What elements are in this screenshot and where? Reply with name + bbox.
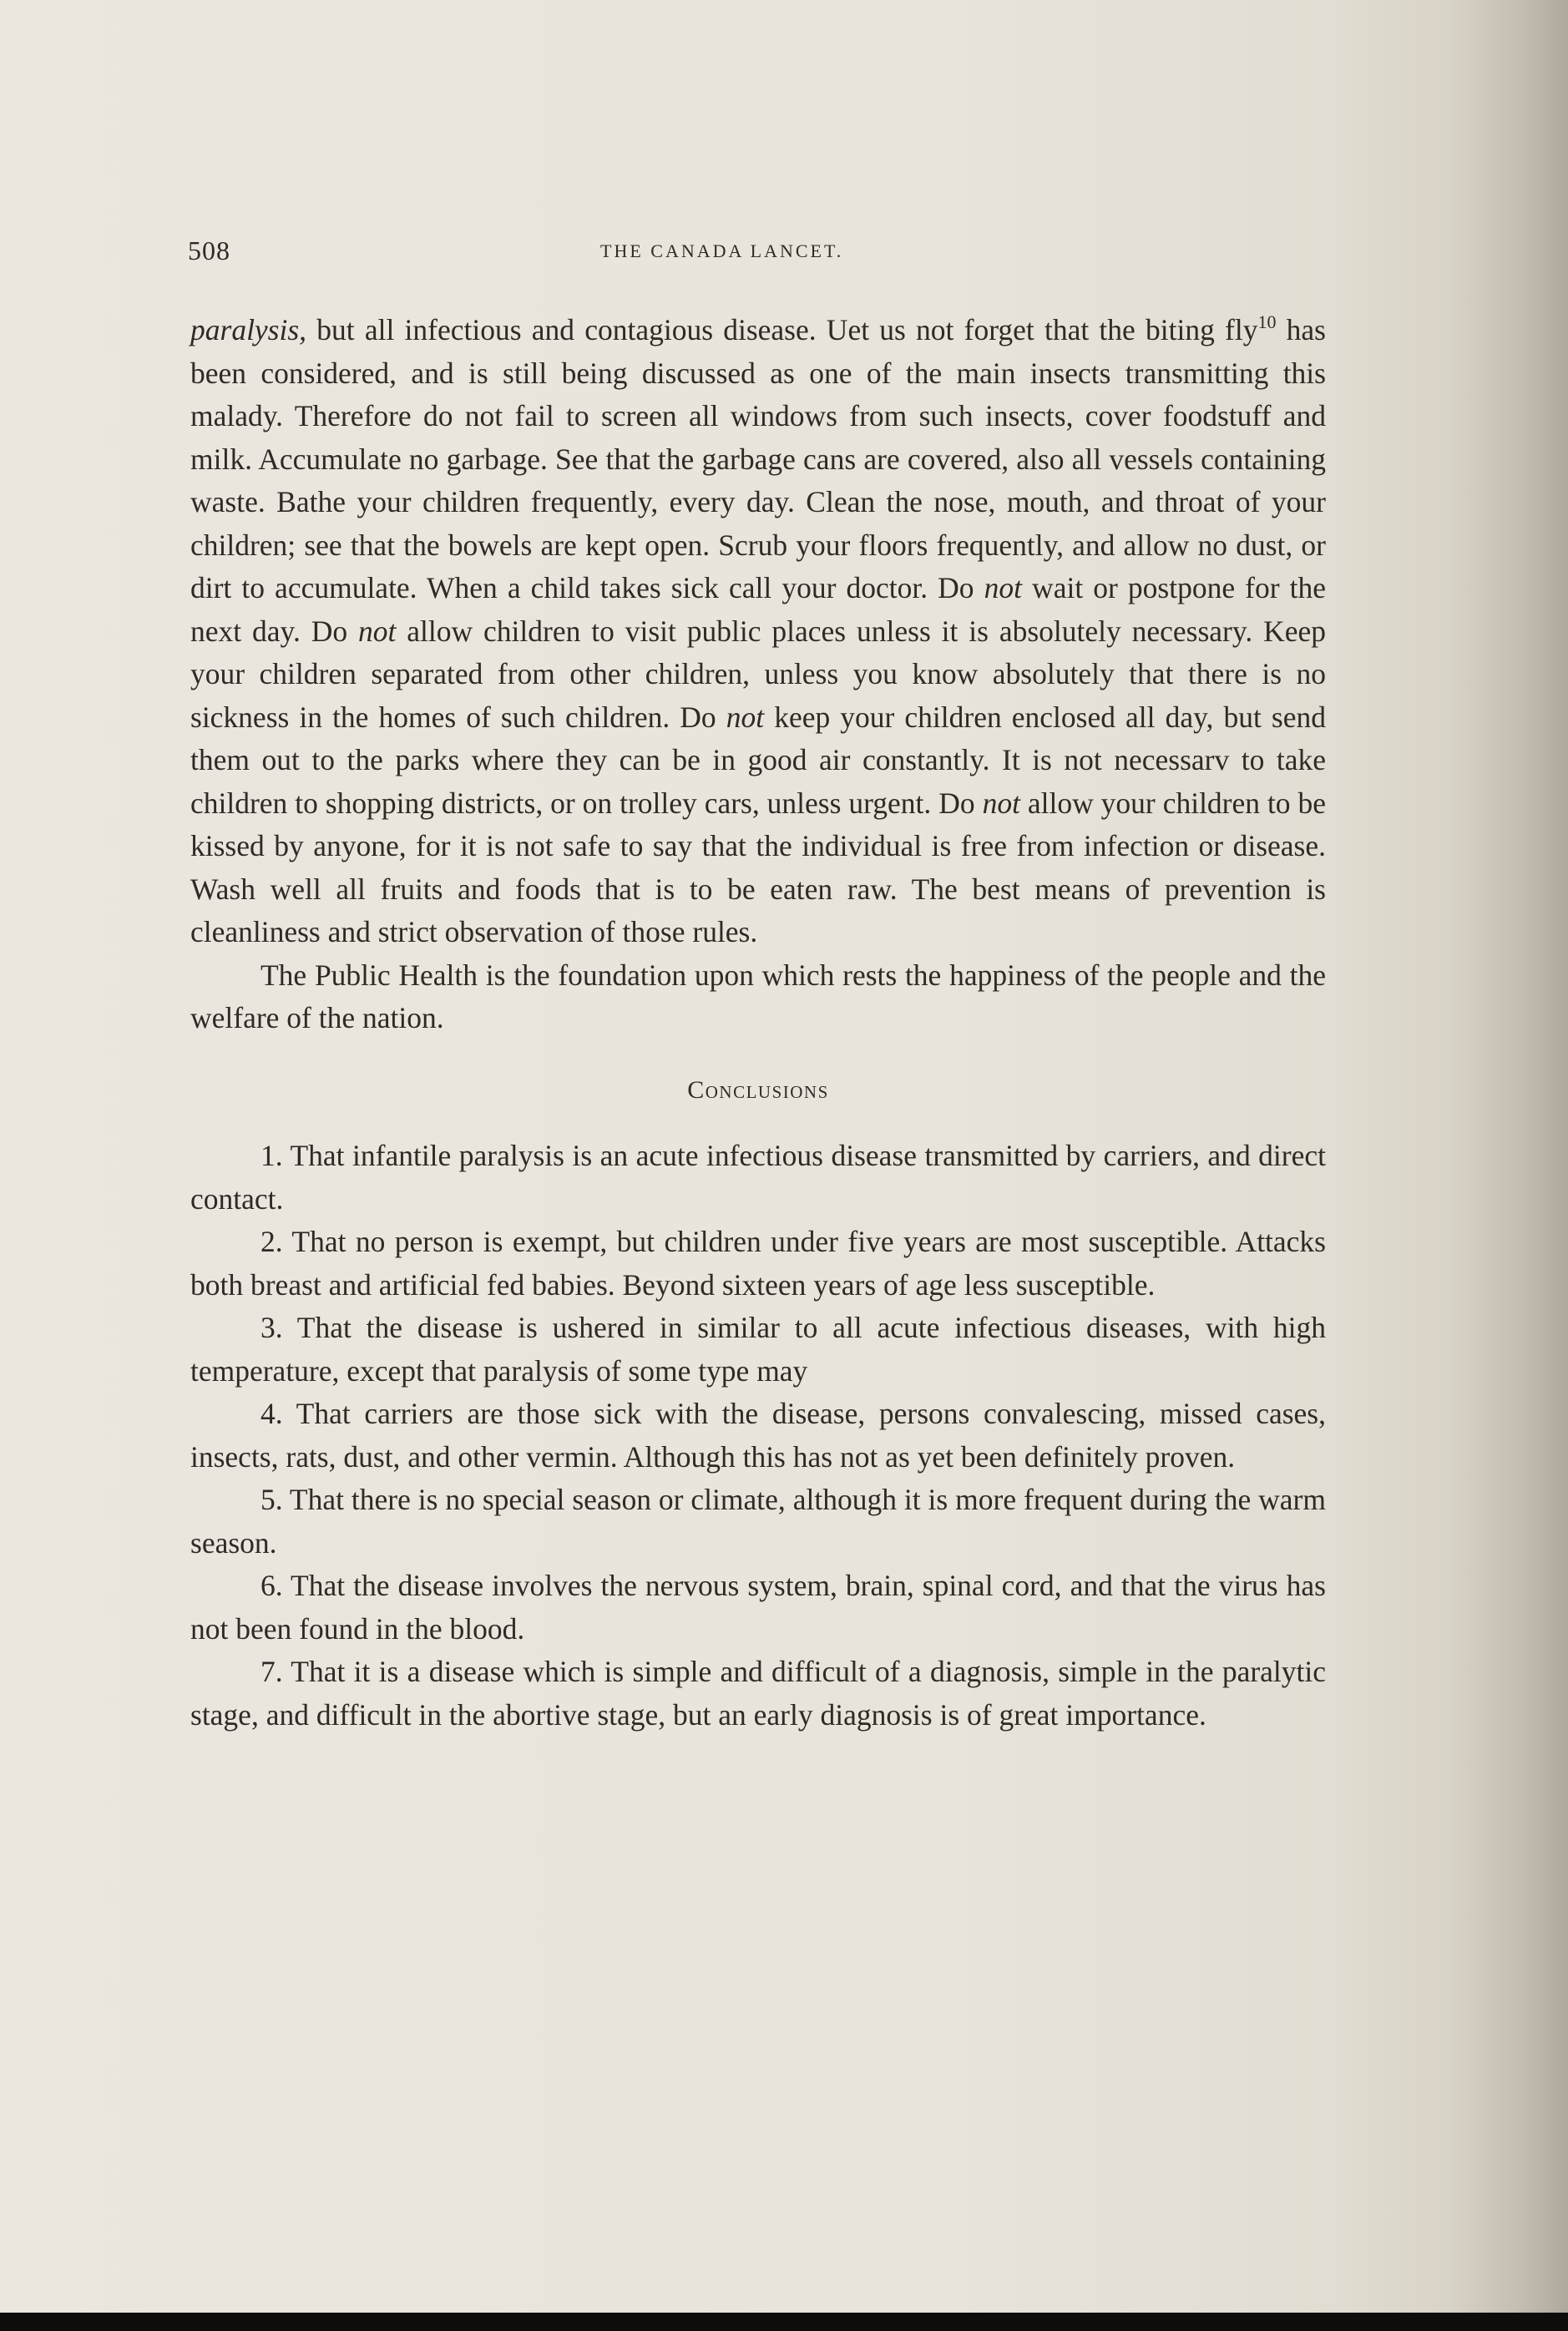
conclusion-item: 5. That there is no special season or climate, although it is more frequent during the warm season.: [190, 1483, 1326, 1560]
conclusion-item: 2. That no person is exempt, but children under five years are most susceptible. Attacks both breast and artificial fed babies. Beyond sixteen years of age less susceptible.: [190, 1225, 1326, 1302]
conclusion-item: 4. That carriers are those sick with the disease, persons convalescing, missed cases, insects, rats, dust, and other vermin. Although this has not as yet been definitely proven.: [190, 1397, 1326, 1474]
italic-text: not: [982, 786, 1020, 820]
paragraph-public-health: The Public Health is the foundation upon which rests the happiness of the people and the welfare of the nation.: [190, 958, 1326, 1034]
page-body: [190, 309, 1326, 1737]
footnote-marker: 10: [1257, 311, 1277, 332]
conclusion-item: 3. That the disease is ushered in similar to all acute infectious diseases, with high temperature, except that paralysis of some type may: [190, 1311, 1326, 1388]
italic-text: not: [726, 700, 765, 734]
page-gutter-shadow: [1451, 0, 1568, 2331]
italic-text: not: [984, 571, 1022, 604]
page-number: 508: [188, 235, 230, 265]
italic-text: not: [358, 614, 397, 648]
section-heading-conclusions: Conclusions: [687, 1075, 829, 1104]
page-header: [188, 235, 1323, 269]
conclusion-item: 7. That it is a disease which is simple and difficult of a diagnosis, simple in the paralytic stage, and difficult in the abortive stage, but an early diagnosis is of great importance.: [190, 1655, 1326, 1732]
conclusion-item: 6. That the disease involves the nervous system, brain, spinal cord, and that the virus has not been found in the blood.: [190, 1569, 1326, 1646]
paragraph-prevention: paralysis, but all infectious and contagious disease. Uet us not forget that the biting fly$^{10}$ has been considered, and is still being discussed as one of the main insects transmitting this malady. Therefore do not fail to screen all windows from such insects, cover foodstuff and milk. Accumulate no garbage. See that the garbage cans are covered, also all vessels containing waste. Bathe your children frequently, every day. Clean the nose, mouth, and throat of your children; see that the bowels are kept open. Scrub your floors frequently, and allow no dust, or dirt to accumulate. When a child takes sick call your doctor. Do not wait or postpone for the next day. Do not allow children to visit public places unless it is absolutely necessary. Keep your children separated from other children, unless you know absolutely that there is no sickness in the homes of such children. Do not keep your children enclosed all day, but send them out to the parks where they can be in good air constantly. It is not necessarv to take children to shopping districts, or on trolley cars, unless urgent. Do not allow your children to be kissed by anyone, for it is not safe to say that the individual is free from infection or disease. Wash well all fruits and foods that is to be eaten raw. The best means of prevention is cleanliness and strict observation of those rules.: [190, 311, 1327, 948]
italic-text: paralysis,: [190, 313, 307, 346]
scan-bottom-edge: [0, 2313, 1568, 2331]
conclusion-item: 1. That infantile paralysis is an acute infectious disease transmitted by carriers, and direct contact.: [190, 1139, 1326, 1216]
running-head: THE CANADA LANCET.: [600, 240, 844, 261]
